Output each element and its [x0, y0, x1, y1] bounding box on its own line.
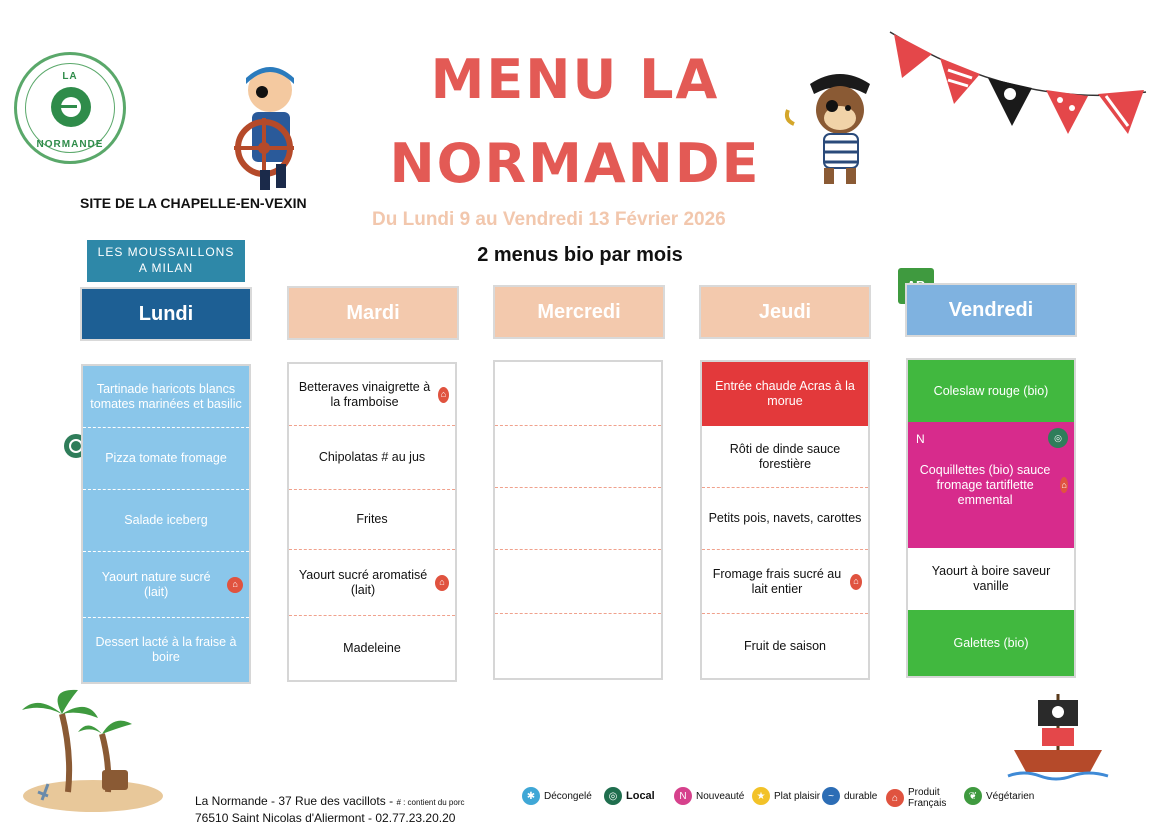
legend-item-nouveaute	[674, 787, 744, 805]
star-icon: ★	[752, 787, 770, 805]
logo-text-top: LA	[62, 71, 78, 82]
fork-plate-icon	[51, 87, 91, 127]
menu-item-text: Chipolatas # au jus	[318, 450, 426, 464]
menu-item-text: Yaourt nature sucré (lait)	[101, 569, 211, 599]
menu-subtitle: 2 menus bio par mois	[477, 244, 683, 266]
legend-item-vegetarien	[964, 787, 1034, 805]
produit-francais-icon: ⌂	[435, 575, 449, 591]
menu-column-lundi	[81, 364, 251, 684]
menu-item-text: Petits pois, navets, carottes	[708, 511, 862, 525]
menu-item-jeudi-5	[702, 614, 868, 678]
menu-item-mardi-4	[289, 550, 455, 616]
legend-item-plat-plaisir	[752, 787, 820, 805]
legend-label: Plat plaisir	[774, 790, 821, 802]
menu-item-text: Galettes (bio)	[953, 635, 1029, 650]
menu-item-text: Yaourt sucré aromatisé (lait)	[298, 567, 428, 597]
legend-item-decongele	[522, 787, 592, 805]
menu-dates: Du Lundi 9 au Vendredi 13 Février 2026	[372, 209, 726, 230]
legend-label: durable	[844, 790, 878, 802]
menu-item-lundi-2	[83, 428, 249, 490]
menu-column-mardi	[287, 362, 457, 682]
legend-item-produit-francais	[886, 787, 954, 809]
legend-label: Produit Français	[908, 787, 947, 809]
menu-item-mardi-5	[289, 616, 455, 680]
new-icon: N	[674, 787, 692, 805]
pirate-monkey-illustration	[780, 64, 890, 188]
site-label: SITE DE LA CHAPELLE-EN-VEXIN	[80, 195, 307, 211]
menu-item-vendredi-4	[908, 610, 1074, 676]
menu-item-text: Fruit de saison	[744, 638, 826, 653]
legend-item-durable	[822, 787, 877, 805]
menu-item-jeudi-2	[702, 426, 868, 488]
menu-item-vendredi-3	[908, 548, 1074, 610]
snowflake-icon: ✱	[522, 787, 540, 805]
pirate-ship-illustration	[1004, 690, 1112, 786]
menu-item-vendredi-2	[908, 422, 1074, 548]
leaf-icon: ❦	[964, 787, 982, 805]
title-line-2: NORMANDE	[389, 132, 761, 195]
menu-item-text: Fromage frais sucré au lait entier	[712, 566, 842, 596]
day-header-lundi: Lundi	[80, 287, 252, 341]
produit-francais-icon: ⌂	[850, 574, 862, 590]
menu-item-jeudi-4	[702, 550, 868, 614]
legend-item-local	[604, 787, 655, 805]
legend-label: Local	[626, 790, 655, 802]
legend-label: Végétarien	[986, 790, 1035, 802]
menu-column-mercredi	[493, 360, 663, 680]
menu-item-text: Coquillettes (bio) sauce fromage tartiflette emmental	[919, 462, 1051, 507]
menu-item-lundi-1	[83, 366, 249, 428]
local-icon: ◎	[1048, 428, 1068, 448]
palm-island-illustration	[18, 684, 168, 814]
moussaillons-line-1: LES MOUSSAILLONS	[97, 245, 235, 259]
day-header-mercredi: Mercredi	[493, 285, 665, 339]
menu-item-lundi-3	[83, 490, 249, 552]
day-header-jeudi: Jeudi	[699, 285, 871, 339]
fish-icon: ~	[822, 787, 840, 805]
pirate-kid-illustration	[222, 60, 314, 192]
menu-item-lundi-5	[83, 618, 249, 682]
nouveaute-icon: N	[916, 432, 925, 446]
moussaillons-line-2: A MILAN	[138, 261, 194, 275]
menu-item-vendredi-1	[908, 360, 1074, 422]
menu-item-text: Pizza tomate fromage	[105, 451, 227, 465]
menu-column-jeudi	[700, 360, 870, 680]
pirate-bunting-decoration	[888, 30, 1148, 140]
menu-item-jeudi-3	[702, 488, 868, 550]
footer-address-line-1	[195, 794, 464, 808]
menu-item-mercredi-1	[495, 362, 661, 426]
produit-francais-icon: ⌂	[1060, 477, 1068, 493]
menu-item-text: Coleslaw rouge (bio)	[933, 383, 1049, 398]
menu-item-mercredi-4	[495, 550, 661, 614]
day-header-mardi: Mardi	[287, 286, 459, 340]
menu-item-text: Salade iceberg	[124, 513, 208, 527]
footer-note: # : contient du porc	[396, 798, 465, 807]
logo-text-bottom: NORMANDE	[36, 139, 104, 150]
menu-item-mercredi-2	[495, 426, 661, 488]
menu-column-vendredi	[906, 358, 1076, 678]
day-header-vendredi: Vendredi	[905, 283, 1077, 337]
menu-item-text: Tartinade haricots blancs tomates marinées et basilic	[90, 381, 242, 411]
produit-francais-icon: ⌂	[227, 577, 243, 593]
title-line-1: MENU LA	[430, 48, 720, 111]
produit-francais-icon: ⌂	[438, 387, 449, 403]
menu-item-mardi-2	[289, 426, 455, 490]
legend-label: Décongelé	[544, 790, 592, 802]
house-icon: ⌂	[886, 789, 904, 807]
menu-item-text: Rôti de dinde sauce forestière	[729, 441, 841, 471]
menu-item-text: Frites	[356, 512, 388, 526]
menu-item-text: Madeleine	[343, 640, 401, 655]
footer-address-line-2: 76510 Saint Nicolas d'Aliermont - 02.77.23.20.20	[195, 811, 456, 825]
moussaillons-banner	[87, 240, 245, 282]
menu-item-mercredi-3	[495, 488, 661, 550]
menu-item-text: Betteraves vinaigrette à la framboise	[298, 379, 431, 409]
footer-address: La Normande - 37 Rue des vacillots -	[195, 794, 394, 808]
menu-item-mardi-1	[289, 364, 455, 426]
menu-item-mercredi-5	[495, 614, 661, 678]
menu-item-jeudi-1	[702, 362, 868, 426]
local-icon: ◎	[604, 787, 622, 805]
menu-item-text: Yaourt à boire saveur vanille	[931, 564, 1051, 593]
menu-item-lundi-4	[83, 552, 249, 618]
legend-label: Nouveauté	[696, 790, 745, 802]
menu-item-text: Dessert lacté à la fraise à boire	[95, 635, 237, 664]
menu-item-mardi-3	[289, 490, 455, 550]
menu-item-text: Entrée chaude Acras à la morue	[715, 379, 855, 408]
la-normande-logo	[14, 52, 126, 164]
